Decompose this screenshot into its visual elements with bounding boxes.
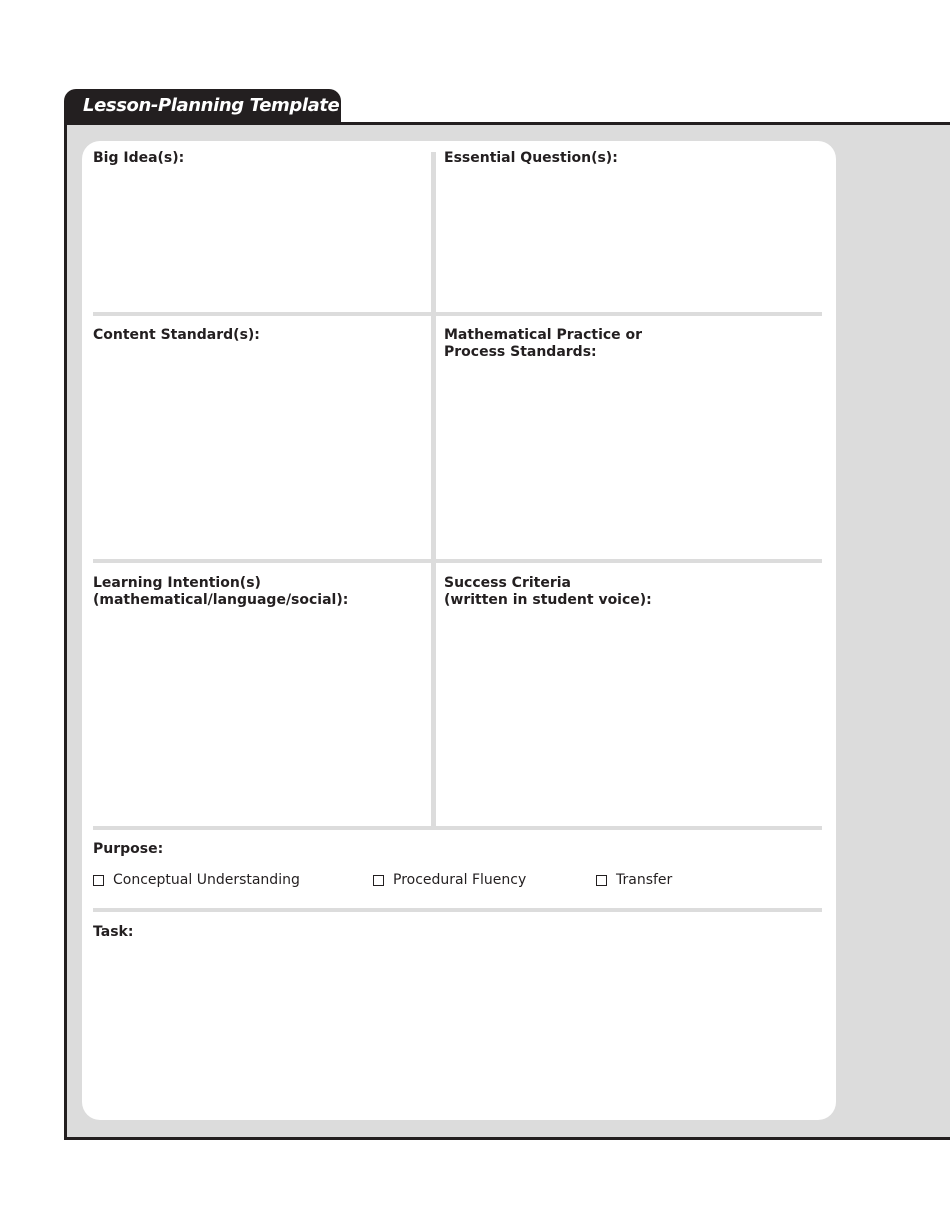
math-practice-label-line2: Process Standards: — [444, 344, 597, 360]
column-divider-row1 — [431, 152, 436, 312]
purpose-option-transfer[interactable] — [596, 872, 672, 888]
procedural-fluency-label: Procedural Fluency — [393, 872, 527, 888]
math-practice-label-line1: Mathematical Practice or — [444, 327, 643, 343]
row-divider-1 — [93, 312, 822, 316]
purpose-option-procedural[interactable] — [373, 872, 526, 888]
transfer-label: Transfer — [616, 872, 673, 888]
column-divider-row3 — [431, 563, 436, 826]
row-divider-2 — [93, 559, 822, 563]
column-divider-row2 — [431, 316, 436, 559]
essential-questions-label: Essential Question(s): — [444, 150, 618, 166]
success-criteria-label-line2: (written in student voice): — [444, 592, 652, 608]
content-standards-label: Content Standard(s): — [93, 327, 260, 343]
row-divider-3 — [93, 826, 822, 830]
success-criteria-label-line1: Success Criteria — [444, 575, 571, 591]
row-divider-4 — [93, 908, 822, 912]
success-criteria-label — [444, 575, 652, 609]
template-title-tab — [64, 89, 341, 125]
procedural-fluency-checkbox[interactable] — [373, 875, 384, 886]
conceptual-understanding-label: Conceptual Understanding — [113, 872, 300, 888]
purpose-option-conceptual[interactable] — [93, 872, 300, 888]
transfer-checkbox[interactable] — [596, 875, 607, 886]
task-label: Task: — [93, 924, 134, 940]
conceptual-understanding-checkbox[interactable] — [93, 875, 104, 886]
learning-intentions-label — [93, 575, 348, 609]
lesson-plan-card — [82, 141, 836, 1120]
big-ideas-label: Big Idea(s): — [93, 150, 185, 166]
math-practice-label — [444, 327, 642, 361]
learning-intentions-label-line1: Learning Intention(s) — [93, 575, 261, 591]
template-title: Lesson-Planning Template — [83, 95, 340, 116]
purpose-label: Purpose: — [93, 841, 164, 857]
learning-intentions-label-line2: (mathematical/language/social): — [93, 592, 349, 608]
